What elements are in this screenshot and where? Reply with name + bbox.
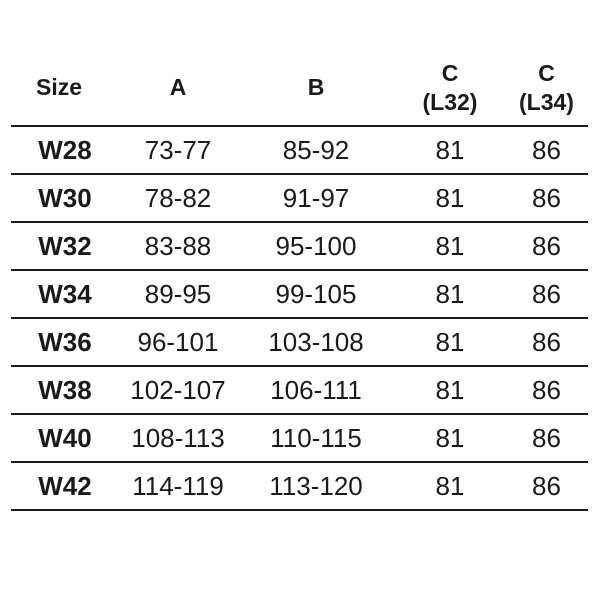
size-cell: W36 xyxy=(38,326,92,357)
a-cell: 78-82 xyxy=(144,182,212,213)
c-l34-cell: 86 xyxy=(532,470,561,501)
c-l34-cell: 86 xyxy=(532,422,561,453)
c-l34-cell: 86 xyxy=(532,134,561,165)
a-cell: 83-88 xyxy=(144,230,212,261)
table-row xyxy=(11,223,588,271)
size-cell: W34 xyxy=(38,278,92,309)
b-cell: 113-120 xyxy=(269,470,363,501)
table-row xyxy=(11,415,588,463)
c-l34-cell: 86 xyxy=(532,182,561,213)
a-cell: 102-107 xyxy=(130,374,226,405)
c-l34-cell: 86 xyxy=(532,278,561,309)
table-row xyxy=(11,271,588,319)
table-row xyxy=(11,127,588,175)
size-cell: W28 xyxy=(38,134,92,165)
a-cell: 73-77 xyxy=(144,134,212,165)
table-row xyxy=(11,319,588,367)
b-cell: 106-111 xyxy=(270,374,362,405)
c-l32-cell: 81 xyxy=(435,134,465,165)
b-cell: 85-92 xyxy=(282,134,350,165)
c-l32-cell: 81 xyxy=(435,422,465,453)
c-l34-cell: 86 xyxy=(532,374,561,405)
c-l32-cell: 81 xyxy=(435,230,465,261)
size-cell: W40 xyxy=(38,422,92,453)
c-l34-cell: 86 xyxy=(532,326,561,357)
size-chart-table xyxy=(11,50,588,511)
a-cell: 89-95 xyxy=(144,278,212,309)
size-cell: W32 xyxy=(38,230,92,261)
header-b: B xyxy=(307,74,325,100)
b-cell: 91-97 xyxy=(282,182,350,213)
a-cell: 96-101 xyxy=(137,326,219,357)
header-c-l34-line2: (L34) xyxy=(519,88,574,115)
b-cell: 103-108 xyxy=(268,326,364,357)
a-cell: 108-113 xyxy=(131,422,225,453)
c-l32-cell: 81 xyxy=(435,182,465,213)
c-l32-cell: 81 xyxy=(435,278,465,309)
table-row xyxy=(11,175,588,223)
a-cell: 114-119 xyxy=(132,470,224,501)
header-c-l34 xyxy=(505,59,588,117)
header-a: A xyxy=(169,74,187,100)
table-header-row xyxy=(11,50,588,127)
c-l32-cell: 81 xyxy=(435,470,465,501)
table-row xyxy=(11,463,588,511)
table-row xyxy=(11,367,588,415)
header-c-l32-line1: C xyxy=(441,59,459,86)
header-c-l34-line1: C xyxy=(538,59,555,86)
b-cell: 110-115 xyxy=(270,422,362,453)
header-size: Size xyxy=(36,74,83,100)
size-cell: W42 xyxy=(38,470,92,501)
c-l32-cell: 81 xyxy=(435,374,465,405)
size-cell: W38 xyxy=(38,374,92,405)
header-c-l32 xyxy=(395,59,505,117)
header-c-l32-line2: (L32) xyxy=(422,88,478,115)
b-cell: 99-105 xyxy=(275,278,357,309)
b-cell: 95-100 xyxy=(275,230,357,261)
size-cell: W30 xyxy=(38,182,92,213)
c-l34-cell: 86 xyxy=(532,230,561,261)
c-l32-cell: 81 xyxy=(435,326,465,357)
